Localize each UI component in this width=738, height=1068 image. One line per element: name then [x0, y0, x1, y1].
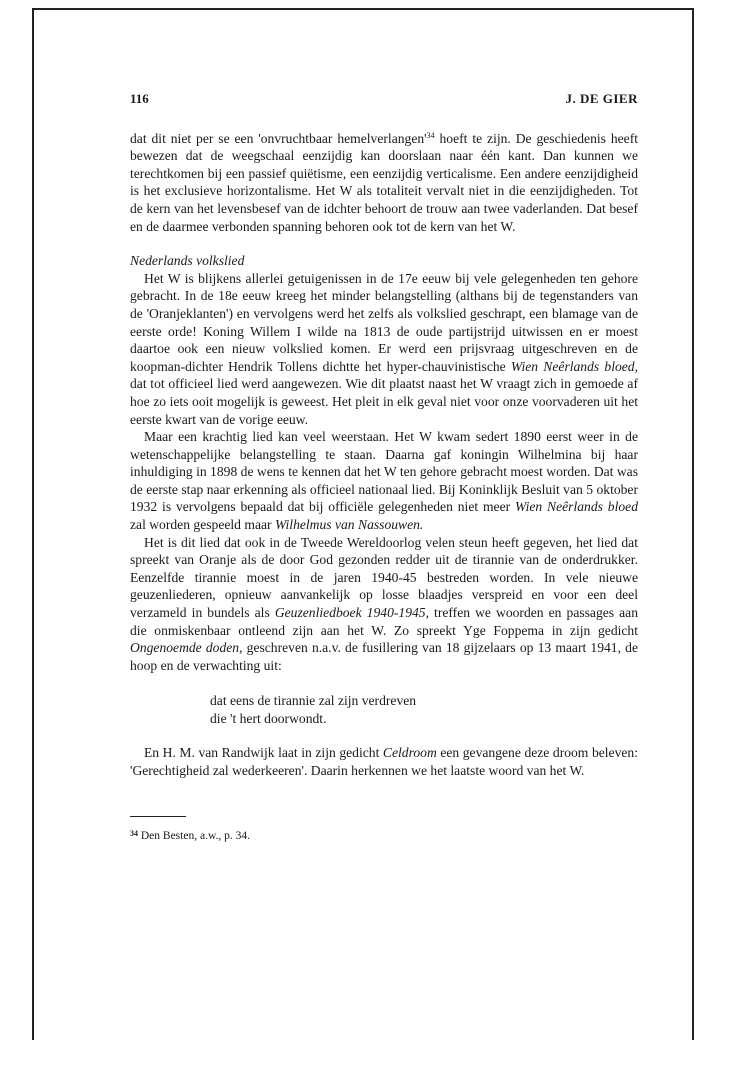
- paragraph-4: [130, 534, 638, 675]
- paragraph-5: [130, 744, 638, 779]
- paragraph-5-text-b: een gevangene deze droom beleven: 'Gerechtigheid zal wederkeeren'. Daarin herkennen we het laatste woord van het W.: [130, 745, 638, 778]
- paragraph-3: [130, 428, 638, 534]
- song-title: Wien Neêrlands bloed: [515, 499, 638, 515]
- page-frame-top: [34, 8, 694, 10]
- paragraph-3-text-b: zal worden gespeeld maar: [130, 517, 275, 533]
- paragraph-4-text-a: Het is dit lied dat ook in de Tweede Wereldoorlog velen steun heeft gegeven, het lied dat spreekt van Oranje als de door God gezonden redder uit de tirannie van de onderdrukker. Eenzelfde tirannie moest in de jaren 1940-45 bestreden worden. In vele nieuwe geuzenliederen, opnieuw aanvankelijk op losse blaadjes verspreid en voor een deel verzameld in bundels als: [130, 534, 638, 621]
- page-frame-right: [692, 8, 694, 1040]
- verse-line: dat eens de tirannie zal zijn verdreven: [210, 693, 417, 709]
- book-title: Geuzenliedboek 1940-1945,: [274, 605, 429, 621]
- paragraph-1-text-a: dat dit niet per se een 'onvruchtbaar hemelverlangen': [130, 130, 427, 146]
- paragraph-2: [130, 270, 638, 428]
- song-title: Wilhelmus van Nassouwen.: [274, 517, 424, 533]
- paragraph-4-text-b: treffen we woorden en passages aan die onmiskenbaar ontleend zijn aan het W. Zo spreekt Yge Foppema in zijn gedicht: [130, 605, 639, 638]
- paragraph-5-text-a: En H. M. van Randwijk laat in zijn gedicht: [144, 745, 383, 761]
- paragraph-3-text-a: Maar een krachtig lied kan veel weerstaan. Het W kwam sedert 1890 eerst weer in de wetenschappelijke belangstelling te staan. Daarna gaf koningin Wilhelmina bij haar inhuldiging in 1898 de wens te kennen dat het W ten gehore gebracht moest worden. Dat was de eerste stap naar erkenning als officieel nationaal lied. Bij Koninklijk Besluit van 5 oktober 1932 is vervolgens bepaald dat bij officiële gelegenheden niet meer: [130, 429, 638, 515]
- verse-line: die 't hert doorwondt.: [210, 711, 327, 727]
- paragraph-1-text-b: hoeft te zijn. De geschiedenis heeft bewezen dat de weegschaal eenzijdig kan doorslaan naar één kant. Dan kunnen we terechtkomen bij een passief quiëtisme, een eenzijdig verticalisme. Een andere eenzijdigheid is het exclusieve horizontalisme. Het W als totaliteit vervalt niet in die eenzijdigheden. Tot de kern van het levensbesef van de idchter behoort de trouw aan twee vaderlanden. Dat besef en de daarmee verbonden spanning behoren ook tot de kern van het W.: [130, 130, 639, 234]
- running-header: [130, 90, 638, 108]
- footnote-text: Den Besten, a.w., p. 34.: [138, 829, 250, 842]
- running-author: J. DE GIER: [565, 91, 638, 106]
- paragraph-1: [130, 130, 638, 236]
- section-heading: Nederlands volkslied: [130, 253, 245, 269]
- page-frame-left: [32, 8, 34, 1040]
- book-page: [130, 90, 638, 844]
- footnote-rule: [130, 816, 186, 817]
- paragraph-2-text-a: Het W is blijkens allerlei getuigenissen in de 17e eeuw bij vele gelegenheden ten gehore gebracht. In de 18e eeuw kreeg het minder belangstelling (althans bij de tegenstanders van de 'Oranjeklanten') en vervolgens werd het zelfs als volkslied geschrapt, een blamage van de eerste orde! Koning Willem I wilde na 1813 de oude partijstrijd uitwissen en er moest daartoe ook een nieuw volkslied komen. Er werd een prijsvraag uitgeschreven en de koopman-dichter Hendrik Tollens dichtte het hyper-chauvinistische: [130, 270, 638, 374]
- song-title: Wien Neêrlands bloed,: [510, 358, 639, 374]
- paragraph-4-text-c: geschreven n.a.v. de fusillering van 18 gijzelaars op 13 maart 1941, de hoop en de verwachting uit:: [130, 640, 638, 673]
- page-number: 116: [130, 91, 149, 106]
- footnote-ref: 34: [426, 130, 435, 140]
- footnote: [130, 829, 638, 844]
- poem-title: Ongenoemde doden,: [130, 640, 243, 656]
- verse-quote: [210, 692, 638, 728]
- poem-title: Celdroom: [382, 745, 437, 761]
- paragraph-2-text-b: dat tot officieel lied werd aangewezen. Wie dit plaatst naast het W vraagt zich in gemoede af hoe zo iets ooit mogelijk is geweest. Het pleit in elk geval niet voor onze voorvaderen uit het eerste kwart van de vorige eeuw.: [130, 376, 638, 427]
- footnote-number: 34: [130, 828, 138, 838]
